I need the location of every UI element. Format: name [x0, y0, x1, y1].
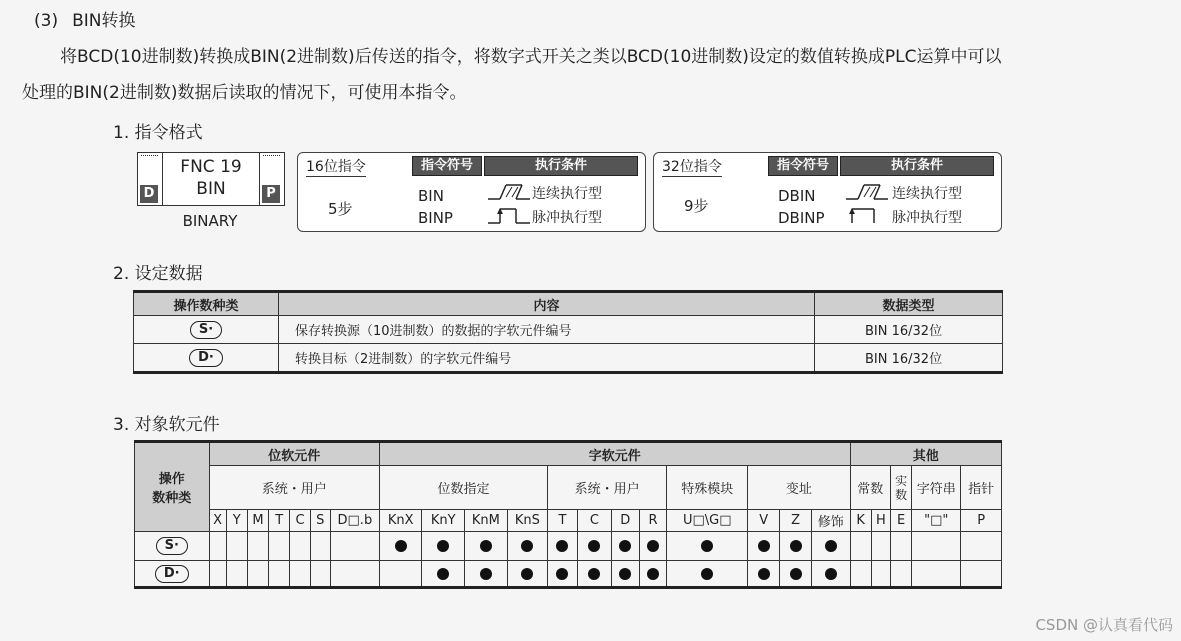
mark-cell [780, 532, 812, 561]
table-row [134, 316, 1003, 344]
mark-cell [226, 561, 247, 588]
intro-line-2: 处理的BIN(2进制数)数据后读取的情况下，可使用本指令。 [22, 83, 467, 103]
mark-cell [639, 532, 667, 561]
column-header: X [209, 510, 226, 532]
mark-cell [548, 532, 578, 561]
mark-cell [548, 561, 578, 588]
operand-s-badge: S· [156, 537, 188, 555]
supported-dot [825, 568, 837, 580]
subgroup-row [135, 466, 1002, 510]
supported-dot [647, 568, 659, 580]
column-header: D□.b [330, 510, 379, 532]
column-header: H [871, 510, 890, 532]
fnc-tag-p: P [262, 185, 280, 203]
group-bit: 位软元件 [209, 442, 379, 466]
mark-cell [269, 561, 290, 588]
pulse-exec-icon [849, 208, 874, 223]
content-cell: 转换目标（2进制数）的字软元件编号 [279, 344, 815, 373]
subgroup: 系统・用户 [548, 466, 667, 510]
subgroup: 字符串 [912, 466, 961, 510]
table-row [134, 344, 1003, 373]
column-header: U□\G□ [667, 510, 748, 532]
box16-exec-2: 脉冲执行型 [532, 210, 602, 226]
supported-dot [556, 540, 568, 552]
mark-cell [611, 561, 639, 588]
box32-exec-header: 执行条件 [840, 156, 994, 176]
fnc-mnemonic: BIN [196, 179, 226, 199]
box32-symbol-2: DBINP [778, 209, 825, 227]
box32-title: 32位指令 [662, 156, 722, 177]
column-header: "□" [912, 510, 961, 532]
type-cell: BIN 16/32位 [815, 316, 1003, 344]
column-header: KnM [465, 510, 508, 532]
column-header: M [247, 510, 268, 532]
continuous-exec-icon [488, 185, 530, 199]
section-3-title: 3. 对象软元件 [113, 415, 220, 435]
supported-dot [556, 568, 568, 580]
mark-cell [961, 561, 1002, 588]
fnc-box [137, 152, 285, 206]
column-header: Y [226, 510, 247, 532]
mark-cell [912, 561, 961, 588]
box16-symbol-header: 指令符号 [412, 156, 482, 176]
content-cell: 保存转换源（10进制数）的数据的字软元件编号 [279, 316, 815, 344]
mark-cell [890, 532, 911, 561]
mark-cell [577, 532, 611, 561]
box16-exec-1: 连续执行型 [532, 186, 602, 202]
mark-cell [465, 532, 508, 561]
supported-dot [521, 568, 533, 580]
column-header: T [548, 510, 578, 532]
subgroup: 位数指定 [379, 466, 547, 510]
column-header: D [611, 510, 639, 532]
box16-symbol-1: BIN [418, 187, 444, 205]
heading-title: BIN转换 [72, 11, 136, 31]
box16-symbol-2: BINP [418, 209, 453, 227]
operand-d-badge: D· [155, 565, 189, 583]
group-other: 其他 [850, 442, 1001, 466]
header-operand: 操作数种类 [134, 292, 279, 316]
subgroup: 指针 [961, 466, 1002, 510]
supported-dot [437, 568, 449, 580]
mark-cell [330, 561, 379, 588]
supported-dot [790, 568, 802, 580]
fnc-center [163, 156, 259, 200]
fnc-tag-d: D [140, 185, 158, 203]
section-1-title: 1. 指令格式 [113, 123, 203, 143]
mark-cell [577, 561, 611, 588]
mark-cell [611, 532, 639, 561]
mark-cell [850, 532, 871, 561]
column-header: Z [780, 510, 812, 532]
supported-dot [588, 540, 600, 552]
supported-dot [437, 540, 449, 552]
column-header: K [850, 510, 871, 532]
column-header: P [961, 510, 1002, 532]
mark-cell [780, 561, 812, 588]
box32-exec-1: 连续执行型 [892, 186, 962, 202]
mark-cell [310, 561, 330, 588]
mark-cell [507, 561, 547, 588]
box-16bit [297, 152, 646, 232]
mark-cell [422, 561, 465, 588]
mark-cell [912, 532, 961, 561]
supported-dot [758, 568, 770, 580]
fnc-dots [141, 155, 158, 156]
column-header: KnX [379, 510, 422, 532]
mark-cell [890, 561, 911, 588]
mark-cell [961, 532, 1002, 561]
supported-dot [395, 540, 407, 552]
heading-number: (3) [34, 11, 59, 31]
fnc-right-cell [259, 153, 284, 205]
column-header: C [290, 510, 310, 532]
supported-dot [480, 568, 492, 580]
intro-line-1: 将BCD(10进制数)转换成BIN(2进制数)后传送的指令，将数字式开关之类以BCD(10进制数)设定的数值转换成PLC运算中可以 [60, 47, 1002, 67]
mark-cell [748, 561, 780, 588]
box32-exec-icons [844, 181, 890, 227]
operand-cell [134, 316, 279, 344]
box32-symbol-1: DBIN [778, 187, 816, 205]
table-row [135, 532, 1002, 561]
fnc-number: FNC 19 [180, 157, 242, 177]
mark-cell [310, 532, 330, 561]
box16-exec-header: 执行条件 [484, 156, 638, 176]
mark-cell [330, 532, 379, 561]
subgroup: 变址 [748, 466, 850, 510]
supported-dot [701, 568, 713, 580]
supported-dot [619, 540, 631, 552]
box32-exec-2: 脉冲执行型 [892, 210, 962, 226]
mark-cell [379, 561, 422, 588]
type-cell: BIN 16/32位 [815, 344, 1003, 373]
fnc-left-cell [138, 153, 163, 205]
fnc-dots-right [263, 155, 280, 156]
operand-d-badge: D· [189, 349, 223, 367]
column-header: E [890, 510, 911, 532]
box16-title: 16位指令 [306, 156, 366, 177]
supported-dot [588, 568, 600, 580]
box32-symbol-header: 指令符号 [768, 156, 838, 176]
mark-cell [226, 532, 247, 561]
mark-cell [507, 532, 547, 561]
supported-dot [619, 568, 631, 580]
mark-cell [667, 532, 748, 561]
corner-header: 操作 数种类 [135, 442, 210, 532]
supported-dot [480, 540, 492, 552]
subgroup: 实数 [890, 466, 911, 510]
continuous-exec-icon [846, 185, 888, 199]
table-row [135, 561, 1002, 588]
mark-cell [871, 561, 890, 588]
supported-dot [758, 540, 770, 552]
mark-cell [247, 532, 268, 561]
header-content: 内容 [279, 292, 815, 316]
mark-cell [812, 561, 850, 588]
subgroup: 特殊模块 [667, 466, 748, 510]
section-2-title: 2. 设定数据 [113, 264, 203, 284]
supported-dot [825, 540, 837, 552]
operand-cell [134, 344, 279, 373]
group-word: 字软元件 [379, 442, 850, 466]
column-header: C [577, 510, 611, 532]
section-heading [34, 6, 136, 31]
mark-cell [639, 561, 667, 588]
mark-cell [379, 532, 422, 561]
box32-steps: 9步 [684, 197, 709, 215]
column-header: T [269, 510, 290, 532]
subgroup: 系统・用户 [209, 466, 379, 510]
column-header: S [310, 510, 330, 532]
header-type: 数据类型 [815, 292, 1003, 316]
operand-cell [135, 561, 210, 588]
supported-dot [647, 540, 659, 552]
operand-cell [135, 532, 210, 561]
supported-dot [701, 540, 713, 552]
mark-cell [290, 561, 310, 588]
box16-exec-icons [486, 181, 532, 227]
mark-cell [247, 561, 268, 588]
column-header: KnY [422, 510, 465, 532]
mark-cell [209, 561, 226, 588]
column-header: KnS [507, 510, 547, 532]
mark-cell [748, 532, 780, 561]
mark-cell [812, 532, 850, 561]
operand-s-badge: S· [190, 321, 222, 339]
supported-dot [790, 540, 802, 552]
box16-steps: 5步 [328, 200, 353, 218]
supported-dot [521, 540, 533, 552]
mark-cell [871, 532, 890, 561]
mark-cell [269, 532, 290, 561]
mark-cell [290, 532, 310, 561]
watermark: CSDN @认真看代码 [1035, 616, 1173, 634]
mark-cell [850, 561, 871, 588]
mark-cell [422, 532, 465, 561]
column-header: V [748, 510, 780, 532]
fnc-name: BINARY [182, 212, 238, 230]
table-header-row [134, 292, 1003, 316]
subgroup: 常数 [850, 466, 890, 510]
mark-cell [209, 532, 226, 561]
device-table [134, 440, 1002, 589]
mark-cell [465, 561, 508, 588]
mark-cell [667, 561, 748, 588]
pulse-exec-icon [488, 208, 530, 223]
set-data-table [133, 290, 1003, 374]
box-32bit [653, 152, 1002, 232]
column-row [135, 510, 1002, 532]
group-row [135, 442, 1002, 466]
column-header: R [639, 510, 667, 532]
column-header: 修饰 [812, 510, 850, 532]
